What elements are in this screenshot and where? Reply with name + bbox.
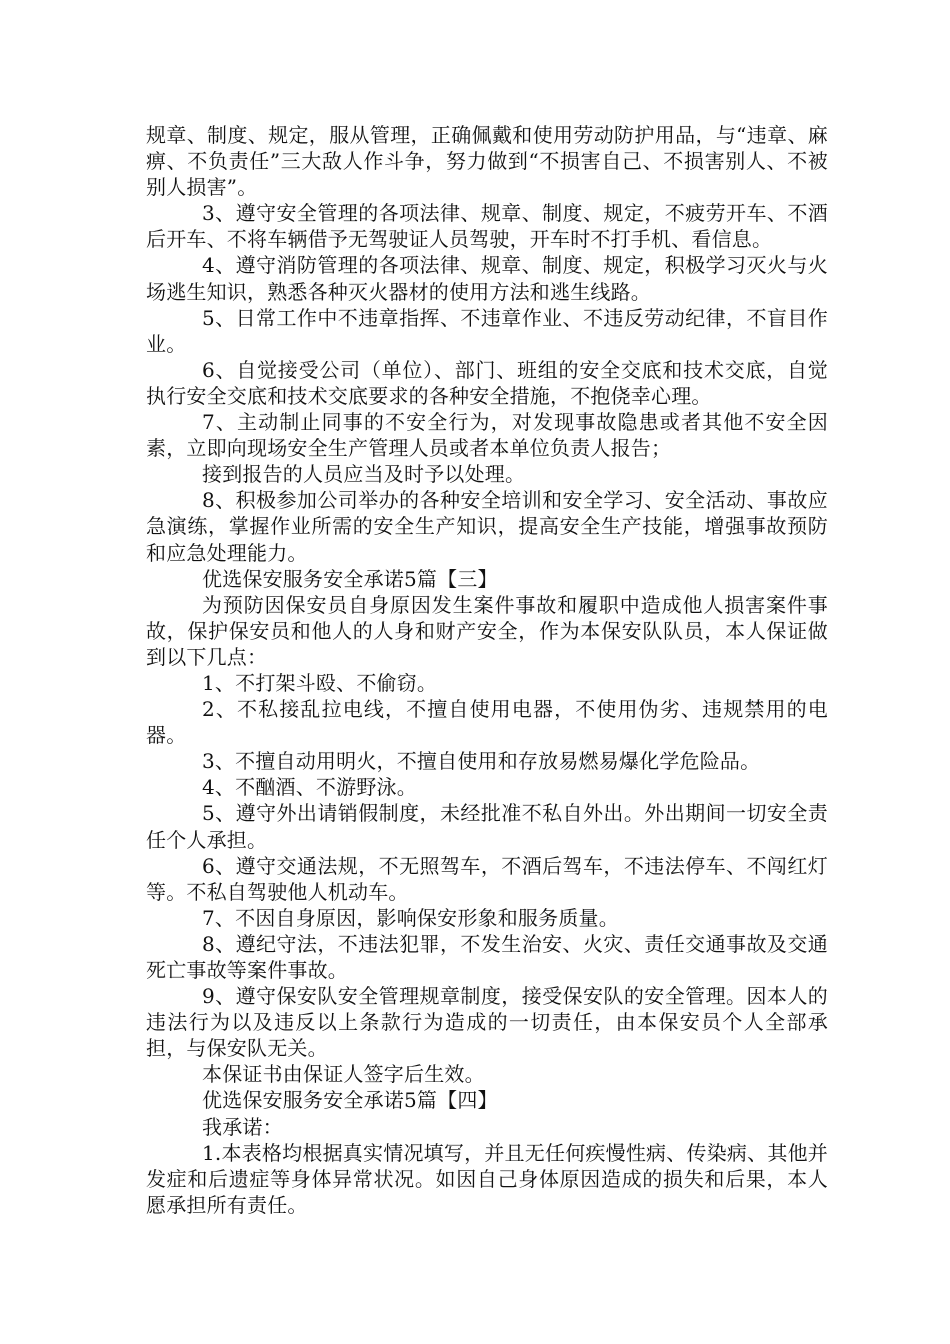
section-heading: 优选保安服务安全承诺5篇【三】 <box>202 566 498 591</box>
paragraph: 我承诺： <box>202 1114 283 1139</box>
paragraph: 1.本表格均根据真实情况填写，并且无任何疾慢性病、传染病、其他并发症和后遗症等身体异常状况。如因自己身体原因造成的损失和后果，本人愿承担所有责任。 <box>146 1140 828 1217</box>
paragraph: 6、自觉接受公司（单位）、部门、班组的安全交底和技术交底，自觉执行安全交底和技术交底要求的各种安全措施，不抱侥幸心理。 <box>146 357 828 408</box>
document-body <box>146 122 828 1218</box>
paragraph: 2、不私接乱拉电线，不擅自使用电器，不使用伪劣、违规禁用的电器。 <box>146 697 828 748</box>
paragraph: 7、主动制止同事的不安全行为，对发现事故隐患或者其他不安全因素，立即向现场安全生产管理人员或者本单位负责人报告； <box>146 410 828 461</box>
paragraph: 接到报告的人员应当及时予以处理。 <box>202 462 526 487</box>
paragraph: 1、不打架斗殴、不偷窃。 <box>202 670 438 695</box>
paragraph: 为预防因保安员自身原因发生案件事故和履职中造成他人损害案件事故，保护保安员和他人的人身和财产安全，作为本保安队队员，本人保证做到以下几点： <box>146 592 828 669</box>
paragraph: 3、遵守安全管理的各项法律、规章、制度、规定，不疲劳开车、不酒后开车、不将车辆借予无驾驶证人员驾驶，开车时不打手机、看信息。 <box>146 201 828 252</box>
paragraph: 8、遵纪守法，不违法犯罪，不发生治安、火灾、责任交通事故及交通死亡事故等案件事故。 <box>146 931 828 982</box>
paragraph: 4、不酗酒、不游野泳。 <box>202 775 417 800</box>
paragraph: 6、遵守交通法规，不无照驾车，不酒后驾车，不违法停车、不闯红灯等。不私自驾驶他人机动车。 <box>146 853 828 904</box>
paragraph: 规章、制度、规定，服从管理，正确佩戴和使用劳动防护用品，与“违章、麻痹、不负责任”三大敌人作斗争，努力做到“不损害自己、不损害别人、不被别人损害”。 <box>146 123 828 200</box>
paragraph: 7、不因自身原因，影响保安形象和服务质量。 <box>202 905 619 930</box>
paragraph: 4、遵守消防管理的各项法律、规章、制度、规定，积极学习灭火与火场逃生知识，熟悉各种灭火器材的使用方法和逃生线路。 <box>146 253 828 304</box>
paragraph: 8、积极参加公司举办的各种安全培训和安全学习、安全活动、事故应急演练，掌握作业所需的安全生产知识，提高安全生产技能，增强事故预防和应急处理能力。 <box>146 488 828 565</box>
section-heading: 优选保安服务安全承诺5篇【四】 <box>202 1088 498 1113</box>
paragraph: 5、日常工作中不违章指挥、不违章作业、不违反劳动纪律，不盲目作业。 <box>146 305 828 356</box>
paragraph: 本保证书由保证人签字后生效。 <box>202 1062 485 1087</box>
paragraph: 9、遵守保安队安全管理规章制度，接受保安队的安全管理。因本人的违法行为以及违反以上条款行为造成的一切责任，由本保安员个人全部承担，与保安队无关。 <box>146 984 828 1061</box>
paragraph: 5、遵守外出请销假制度，未经批准不私自外出。外出期间一切安全责任个人承担。 <box>146 801 828 852</box>
paragraph: 3、不擅自动用明火，不擅自使用和存放易燃易爆化学危险品。 <box>202 749 761 774</box>
